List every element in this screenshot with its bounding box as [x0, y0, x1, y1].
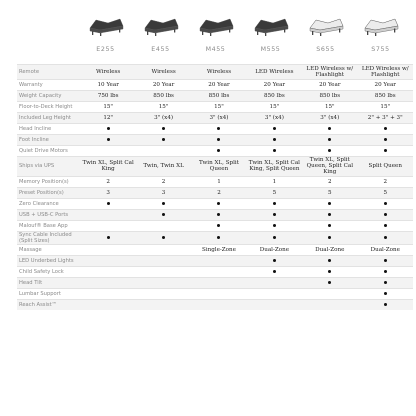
check-dot-icon [328, 270, 331, 273]
feature-dot-cell [247, 135, 302, 146]
row-label: Malouf® Base App [17, 220, 80, 231]
table-row [17, 135, 413, 146]
feature-dot-cell [191, 220, 246, 231]
value-cell [80, 277, 135, 288]
model-e255 [78, 8, 133, 64]
value-cell [136, 255, 191, 266]
value-cell: Twin, Twin XL [136, 157, 191, 177]
model-name: M555 [260, 46, 281, 53]
row-label: Warranty [17, 80, 80, 91]
table-row [17, 91, 413, 102]
table-row [17, 288, 413, 299]
model-name: E455 [151, 46, 170, 53]
check-dot-icon [273, 213, 276, 216]
feature-dot-cell [191, 198, 246, 209]
check-dot-icon [384, 138, 387, 141]
value-cell: Dual-Zone [247, 244, 302, 255]
value-cell [136, 220, 191, 231]
value-cell: 3 [80, 187, 135, 198]
value-cell: 15" [191, 102, 246, 113]
adjustable-bed-icon [196, 14, 236, 36]
value-cell: LED Wireless w/ Flashlight [358, 65, 414, 80]
value-cell: 2" + 3" + 3" [358, 113, 414, 124]
check-dot-icon [217, 149, 220, 152]
model-s755 [353, 8, 408, 64]
table-row [17, 102, 413, 113]
value-cell: 1 [247, 176, 302, 187]
value-cell: 2 [191, 187, 246, 198]
feature-dot-cell [302, 231, 357, 244]
feature-dot-cell [136, 209, 191, 220]
check-dot-icon [328, 259, 331, 262]
value-cell: 20 Year [247, 80, 302, 91]
model-name: S755 [371, 46, 390, 53]
value-cell [80, 244, 135, 255]
feature-dot-cell [136, 124, 191, 135]
check-dot-icon [384, 270, 387, 273]
check-dot-icon [384, 281, 387, 284]
value-cell: 5 [358, 187, 414, 198]
feature-dot-cell [191, 124, 246, 135]
table-row [17, 187, 413, 198]
value-cell: 750 lbs [80, 91, 135, 102]
model-e455 [133, 8, 188, 64]
feature-dot-cell [358, 209, 414, 220]
feature-dot-cell [302, 277, 357, 288]
feature-dot-cell [247, 124, 302, 135]
check-dot-icon [217, 224, 220, 227]
value-cell: 15" [247, 102, 302, 113]
check-dot-icon [107, 127, 110, 130]
table-row [17, 146, 413, 157]
feature-dot-cell [136, 135, 191, 146]
feature-dot-cell [358, 135, 414, 146]
value-cell: 20 Year [191, 80, 246, 91]
row-label: USB + USB-C Ports [17, 209, 80, 220]
feature-dot-cell [302, 266, 357, 277]
check-dot-icon [273, 236, 276, 239]
row-label: Weight Capacity [17, 91, 80, 102]
value-cell [136, 244, 191, 255]
feature-dot-cell [358, 124, 414, 135]
value-cell: 3" (x4) [191, 113, 246, 124]
value-cell [136, 266, 191, 277]
table-row [17, 277, 413, 288]
check-dot-icon [162, 236, 165, 239]
feature-dot-cell [80, 135, 135, 146]
row-label: Memory Position(s) [17, 176, 80, 187]
feature-dot-cell [247, 255, 302, 266]
value-cell: 850 lbs [191, 91, 246, 102]
table-row [17, 244, 413, 255]
value-cell [247, 288, 302, 299]
feature-dot-cell [191, 135, 246, 146]
feature-dot-cell [247, 146, 302, 157]
check-dot-icon [162, 127, 165, 130]
check-dot-icon [273, 270, 276, 273]
check-dot-icon [273, 127, 276, 130]
table-row [17, 113, 413, 124]
feature-dot-cell [247, 266, 302, 277]
feature-dot-cell [191, 146, 246, 157]
check-dot-icon [328, 149, 331, 152]
value-cell: 2 [80, 176, 135, 187]
model-m455 [188, 8, 243, 64]
table-row [17, 157, 413, 177]
value-cell [80, 299, 135, 310]
row-label: Head Tilt [17, 277, 80, 288]
check-dot-icon [384, 259, 387, 262]
check-dot-icon [162, 213, 165, 216]
value-cell: Dual-Zone [358, 244, 414, 255]
model-name: E255 [96, 46, 115, 53]
check-dot-icon [162, 138, 165, 141]
check-dot-icon [328, 236, 331, 239]
value-cell: 5 [302, 187, 357, 198]
check-dot-icon [328, 281, 331, 284]
feature-dot-cell [302, 124, 357, 135]
table-row [17, 198, 413, 209]
adjustable-bed-icon [86, 14, 126, 36]
check-dot-icon [217, 213, 220, 216]
row-label: Foot Incline [17, 135, 80, 146]
row-label: Ships via UPS [17, 157, 80, 177]
check-dot-icon [328, 224, 331, 227]
feature-dot-cell [358, 277, 414, 288]
value-cell [247, 277, 302, 288]
table-row [17, 176, 413, 187]
value-cell [302, 299, 357, 310]
feature-dot-cell [80, 124, 135, 135]
value-cell [136, 146, 191, 157]
feature-dot-cell [358, 255, 414, 266]
value-cell: Wireless [136, 65, 191, 80]
table-row [17, 299, 413, 310]
value-cell [136, 277, 191, 288]
value-cell: 15" [358, 102, 414, 113]
value-cell: 10 Year [80, 80, 135, 91]
feature-dot-cell [302, 198, 357, 209]
check-dot-icon [384, 292, 387, 295]
model-m555 [243, 8, 298, 64]
check-dot-icon [328, 138, 331, 141]
value-cell: 2 [302, 176, 357, 187]
value-cell: 15" [136, 102, 191, 113]
check-dot-icon [217, 236, 220, 239]
check-dot-icon [107, 138, 110, 141]
value-cell: 20 Year [302, 80, 357, 91]
value-cell [191, 299, 246, 310]
check-dot-icon [384, 303, 387, 306]
row-label: Head Incline [17, 124, 80, 135]
feature-dot-cell [358, 288, 414, 299]
value-cell: 20 Year [358, 80, 414, 91]
value-cell: 3" (x4) [136, 113, 191, 124]
adjustable-bed-icon [251, 14, 291, 36]
feature-dot-cell [358, 198, 414, 209]
value-cell: Single-Zone [191, 244, 246, 255]
value-cell: Wireless [80, 65, 135, 80]
value-cell: 1 [191, 176, 246, 187]
adjustable-bed-icon [141, 14, 181, 36]
table-row [17, 65, 413, 80]
value-cell [80, 288, 135, 299]
check-dot-icon [162, 202, 165, 205]
model-name: M455 [205, 46, 226, 53]
value-cell: 2 [358, 176, 414, 187]
feature-dot-cell [358, 231, 414, 244]
row-label: Reach Assist™ [17, 299, 80, 310]
check-dot-icon [273, 259, 276, 262]
feature-dot-cell [191, 209, 246, 220]
model-header [17, 8, 413, 64]
table-row [17, 255, 413, 266]
value-cell: Wireless [191, 65, 246, 80]
value-cell: LED Wireless [247, 65, 302, 80]
feature-dot-cell [358, 146, 414, 157]
check-dot-icon [384, 236, 387, 239]
value-cell [247, 299, 302, 310]
row-label: Remote [17, 65, 80, 80]
value-cell: 12" [80, 113, 135, 124]
check-dot-icon [273, 202, 276, 205]
feature-dot-cell [302, 255, 357, 266]
check-dot-icon [384, 224, 387, 227]
check-dot-icon [328, 127, 331, 130]
feature-dot-cell [302, 209, 357, 220]
feature-dot-cell [358, 266, 414, 277]
value-cell: 15" [80, 102, 135, 113]
value-cell [136, 288, 191, 299]
row-label: Lumbar Support [17, 288, 80, 299]
feature-dot-cell [136, 198, 191, 209]
check-dot-icon [107, 202, 110, 205]
value-cell: LED Wireless w/ Flashlight [302, 65, 357, 80]
value-cell: 2 [136, 176, 191, 187]
feature-dot-cell [136, 231, 191, 244]
table-row [17, 231, 413, 244]
value-cell [80, 255, 135, 266]
value-cell: 850 lbs [302, 91, 357, 102]
row-label: Zero Clearance [17, 198, 80, 209]
value-cell: Twin XL, Split Cal King, Split Queen [247, 157, 302, 177]
value-cell [80, 209, 135, 220]
value-cell [191, 288, 246, 299]
row-label: Massage [17, 244, 80, 255]
value-cell: 850 lbs [358, 91, 414, 102]
model-name: S655 [316, 46, 335, 53]
check-dot-icon [328, 213, 331, 216]
check-dot-icon [107, 236, 110, 239]
row-label: Child Safety Lock [17, 266, 80, 277]
value-cell [191, 277, 246, 288]
feature-dot-cell [302, 135, 357, 146]
adjustable-bed-icon [361, 14, 401, 36]
check-dot-icon [384, 149, 387, 152]
feature-dot-cell [80, 198, 135, 209]
value-cell: Twin XL, Split Queen, Split Cal King [302, 157, 357, 177]
row-label: Included Leg Height [17, 113, 80, 124]
row-label: Preset Position(s) [17, 187, 80, 198]
check-dot-icon [273, 149, 276, 152]
table-row [17, 266, 413, 277]
value-cell: 850 lbs [136, 91, 191, 102]
check-dot-icon [384, 213, 387, 216]
feature-dot-cell [358, 220, 414, 231]
feature-dot-cell [247, 231, 302, 244]
feature-dot-cell [247, 220, 302, 231]
feature-dot-cell [302, 146, 357, 157]
value-cell: Dual-Zone [302, 244, 357, 255]
value-cell: Twin XL, Split Cal King [80, 157, 135, 177]
value-cell [302, 288, 357, 299]
table-row [17, 80, 413, 91]
value-cell: 15" [302, 102, 357, 113]
feature-dot-cell [247, 198, 302, 209]
feature-dot-cell [358, 299, 414, 310]
row-label: Floor-to-Deck Height [17, 102, 80, 113]
value-cell [136, 299, 191, 310]
value-cell: Split Queen [358, 157, 414, 177]
check-dot-icon [384, 127, 387, 130]
check-dot-icon [217, 127, 220, 130]
value-cell [191, 266, 246, 277]
value-cell: 5 [247, 187, 302, 198]
value-cell [191, 255, 246, 266]
check-dot-icon [273, 138, 276, 141]
table-row [17, 209, 413, 220]
table-row [17, 124, 413, 135]
comparison-chart [17, 8, 413, 310]
check-dot-icon [217, 202, 220, 205]
value-cell: 850 lbs [247, 91, 302, 102]
check-dot-icon [217, 138, 220, 141]
value-cell: 20 Year [136, 80, 191, 91]
feature-dot-cell [191, 231, 246, 244]
check-dot-icon [273, 224, 276, 227]
adjustable-bed-icon [306, 14, 346, 36]
comparison-table [17, 64, 413, 310]
check-dot-icon [384, 202, 387, 205]
value-cell: 3 [136, 187, 191, 198]
value-cell: 3" (x4) [247, 113, 302, 124]
table-row [17, 220, 413, 231]
feature-dot-cell [302, 220, 357, 231]
model-s655 [298, 8, 353, 64]
row-label: LED Underbed Lights [17, 255, 80, 266]
feature-dot-cell [80, 231, 135, 244]
value-cell [80, 220, 135, 231]
row-label: Quiet Drive Motors [17, 146, 80, 157]
feature-dot-cell [247, 209, 302, 220]
value-cell [80, 146, 135, 157]
value-cell [80, 266, 135, 277]
value-cell: 3" (x4) [302, 113, 357, 124]
row-label: Sync Cable Included (Split Sizes) [17, 231, 80, 244]
check-dot-icon [328, 202, 331, 205]
value-cell: Twin XL, Split Queen [191, 157, 246, 177]
